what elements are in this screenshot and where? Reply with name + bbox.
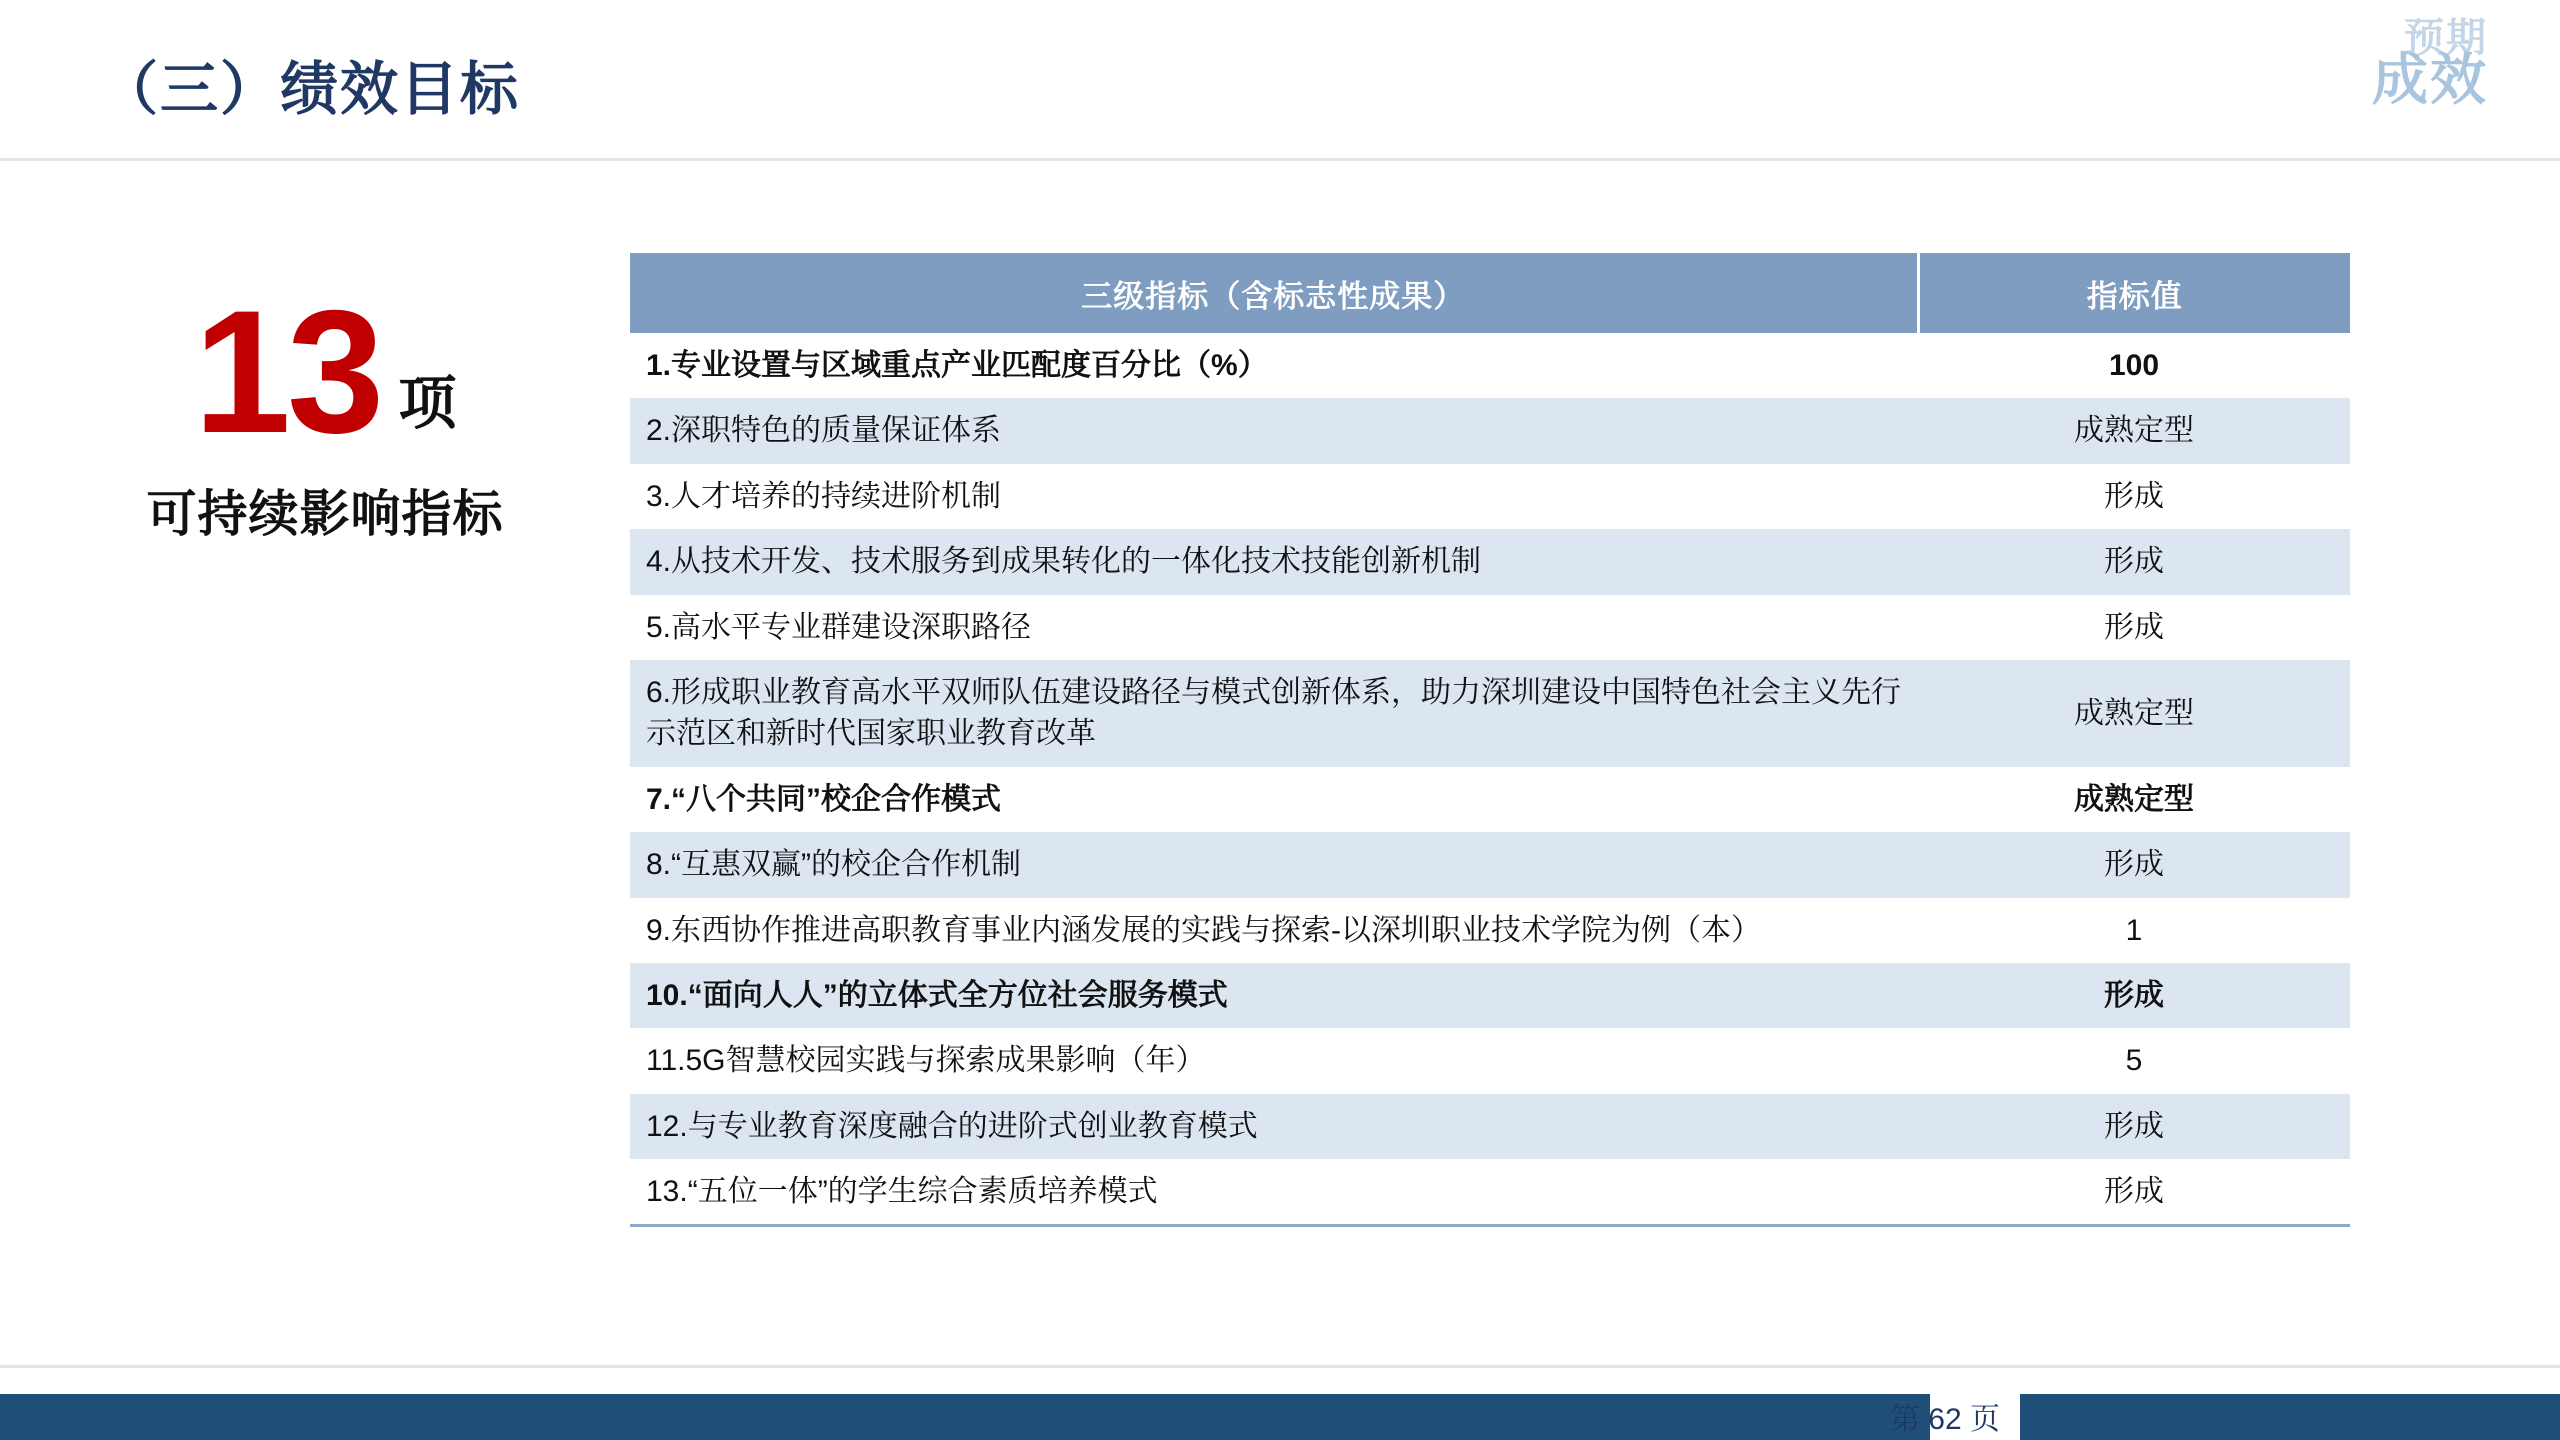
summary-caption: 可持续影响指标 xyxy=(146,486,504,543)
cell-indicator: 2.深职特色的质量保证体系 xyxy=(630,398,1918,463)
cell-value: 成熟定型 xyxy=(1918,398,2350,463)
table-row xyxy=(630,529,2350,594)
table-row xyxy=(630,1159,2350,1226)
cell-value: 100 xyxy=(1918,333,2350,398)
summary-count: 13 xyxy=(193,275,381,470)
metrics-table-head xyxy=(630,253,2350,333)
table-row xyxy=(630,832,2350,897)
cell-indicator: 8.“互惠双赢”的校企合作机制 xyxy=(630,832,1918,897)
table-row xyxy=(630,333,2350,398)
cell-indicator: 10.“面向人人”的立体式全方位社会服务模式 xyxy=(630,963,1918,1028)
cell-value: 形成 xyxy=(1918,1159,2350,1226)
page-title: （三）绩效目标 xyxy=(100,57,521,122)
cell-value: 形成 xyxy=(1918,832,2350,897)
slide-header xyxy=(0,0,2560,161)
table-row xyxy=(630,398,2350,463)
cell-value: 5 xyxy=(1918,1028,2350,1093)
cell-indicator: 12.与专业教育深度融合的进阶式创业教育模式 xyxy=(630,1094,1918,1159)
table-row xyxy=(630,1094,2350,1159)
header-decoration-bottom: 成效 xyxy=(2372,48,2488,111)
page-number: 第 62 页 xyxy=(1889,1403,2000,1436)
cell-value: 形成 xyxy=(1918,595,2350,660)
table-row xyxy=(630,963,2350,1028)
table-row xyxy=(630,1028,2350,1093)
table-row xyxy=(630,595,2350,660)
cell-indicator: 3.人才培养的持续进阶机制 xyxy=(630,464,1918,529)
cell-value: 形成 xyxy=(1918,963,2350,1028)
cell-value: 成熟定型 xyxy=(1918,767,2350,832)
table-row xyxy=(630,767,2350,832)
cell-value: 形成 xyxy=(1918,464,2350,529)
cell-value: 成熟定型 xyxy=(1918,660,2350,767)
table-header-row xyxy=(630,253,2350,333)
header-decoration xyxy=(2372,16,2488,111)
footer-bar-right xyxy=(2020,1394,2560,1440)
cell-indicator: 11.5G智慧校园实践与探索成果影响（年） xyxy=(630,1028,1918,1093)
metrics-table xyxy=(630,253,2350,1227)
table-row xyxy=(630,660,2350,767)
table-row xyxy=(630,464,2350,529)
cell-indicator: 5.高水平专业群建设深职路径 xyxy=(630,595,1918,660)
summary-count-row xyxy=(80,275,570,470)
cell-indicator: 4.从技术开发、技术服务到成果转化的一体化技术技能创新机制 xyxy=(630,529,1918,594)
cell-value: 1 xyxy=(1918,898,2350,963)
metrics-table-container xyxy=(630,253,2350,1227)
cell-value: 形成 xyxy=(1918,1094,2350,1159)
cell-indicator: 13.“五位一体”的学生综合素质培养模式 xyxy=(630,1159,1918,1226)
footer-bar-left xyxy=(0,1394,1930,1440)
summary-unit: 项 xyxy=(398,371,457,437)
header-decoration-top: 预期 xyxy=(2404,16,2488,60)
footer-divider xyxy=(0,1365,2560,1368)
cell-indicator: 7.“八个共同”校企合作模式 xyxy=(630,767,1918,832)
table-row xyxy=(630,898,2350,963)
metrics-table-body xyxy=(630,333,2350,1226)
cell-indicator: 1.专业设置与区域重点产业匹配度百分比（%） xyxy=(630,333,1918,398)
column-header-indicator: 三级指标（含标志性成果） xyxy=(630,253,1918,333)
cell-indicator: 6.形成职业教育高水平双师队伍建设路径与模式创新体系，助力深圳建设中国特色社会主义先行示范区和新时代国家职业教育改革 xyxy=(630,660,1918,767)
summary-block xyxy=(80,275,570,546)
column-header-value: 指标值 xyxy=(1918,253,2350,333)
cell-value: 形成 xyxy=(1918,529,2350,594)
cell-indicator: 9.东西协作推进高职教育事业内涵发展的实践与探索-以深圳职业技术学院为例（本） xyxy=(630,898,1918,963)
